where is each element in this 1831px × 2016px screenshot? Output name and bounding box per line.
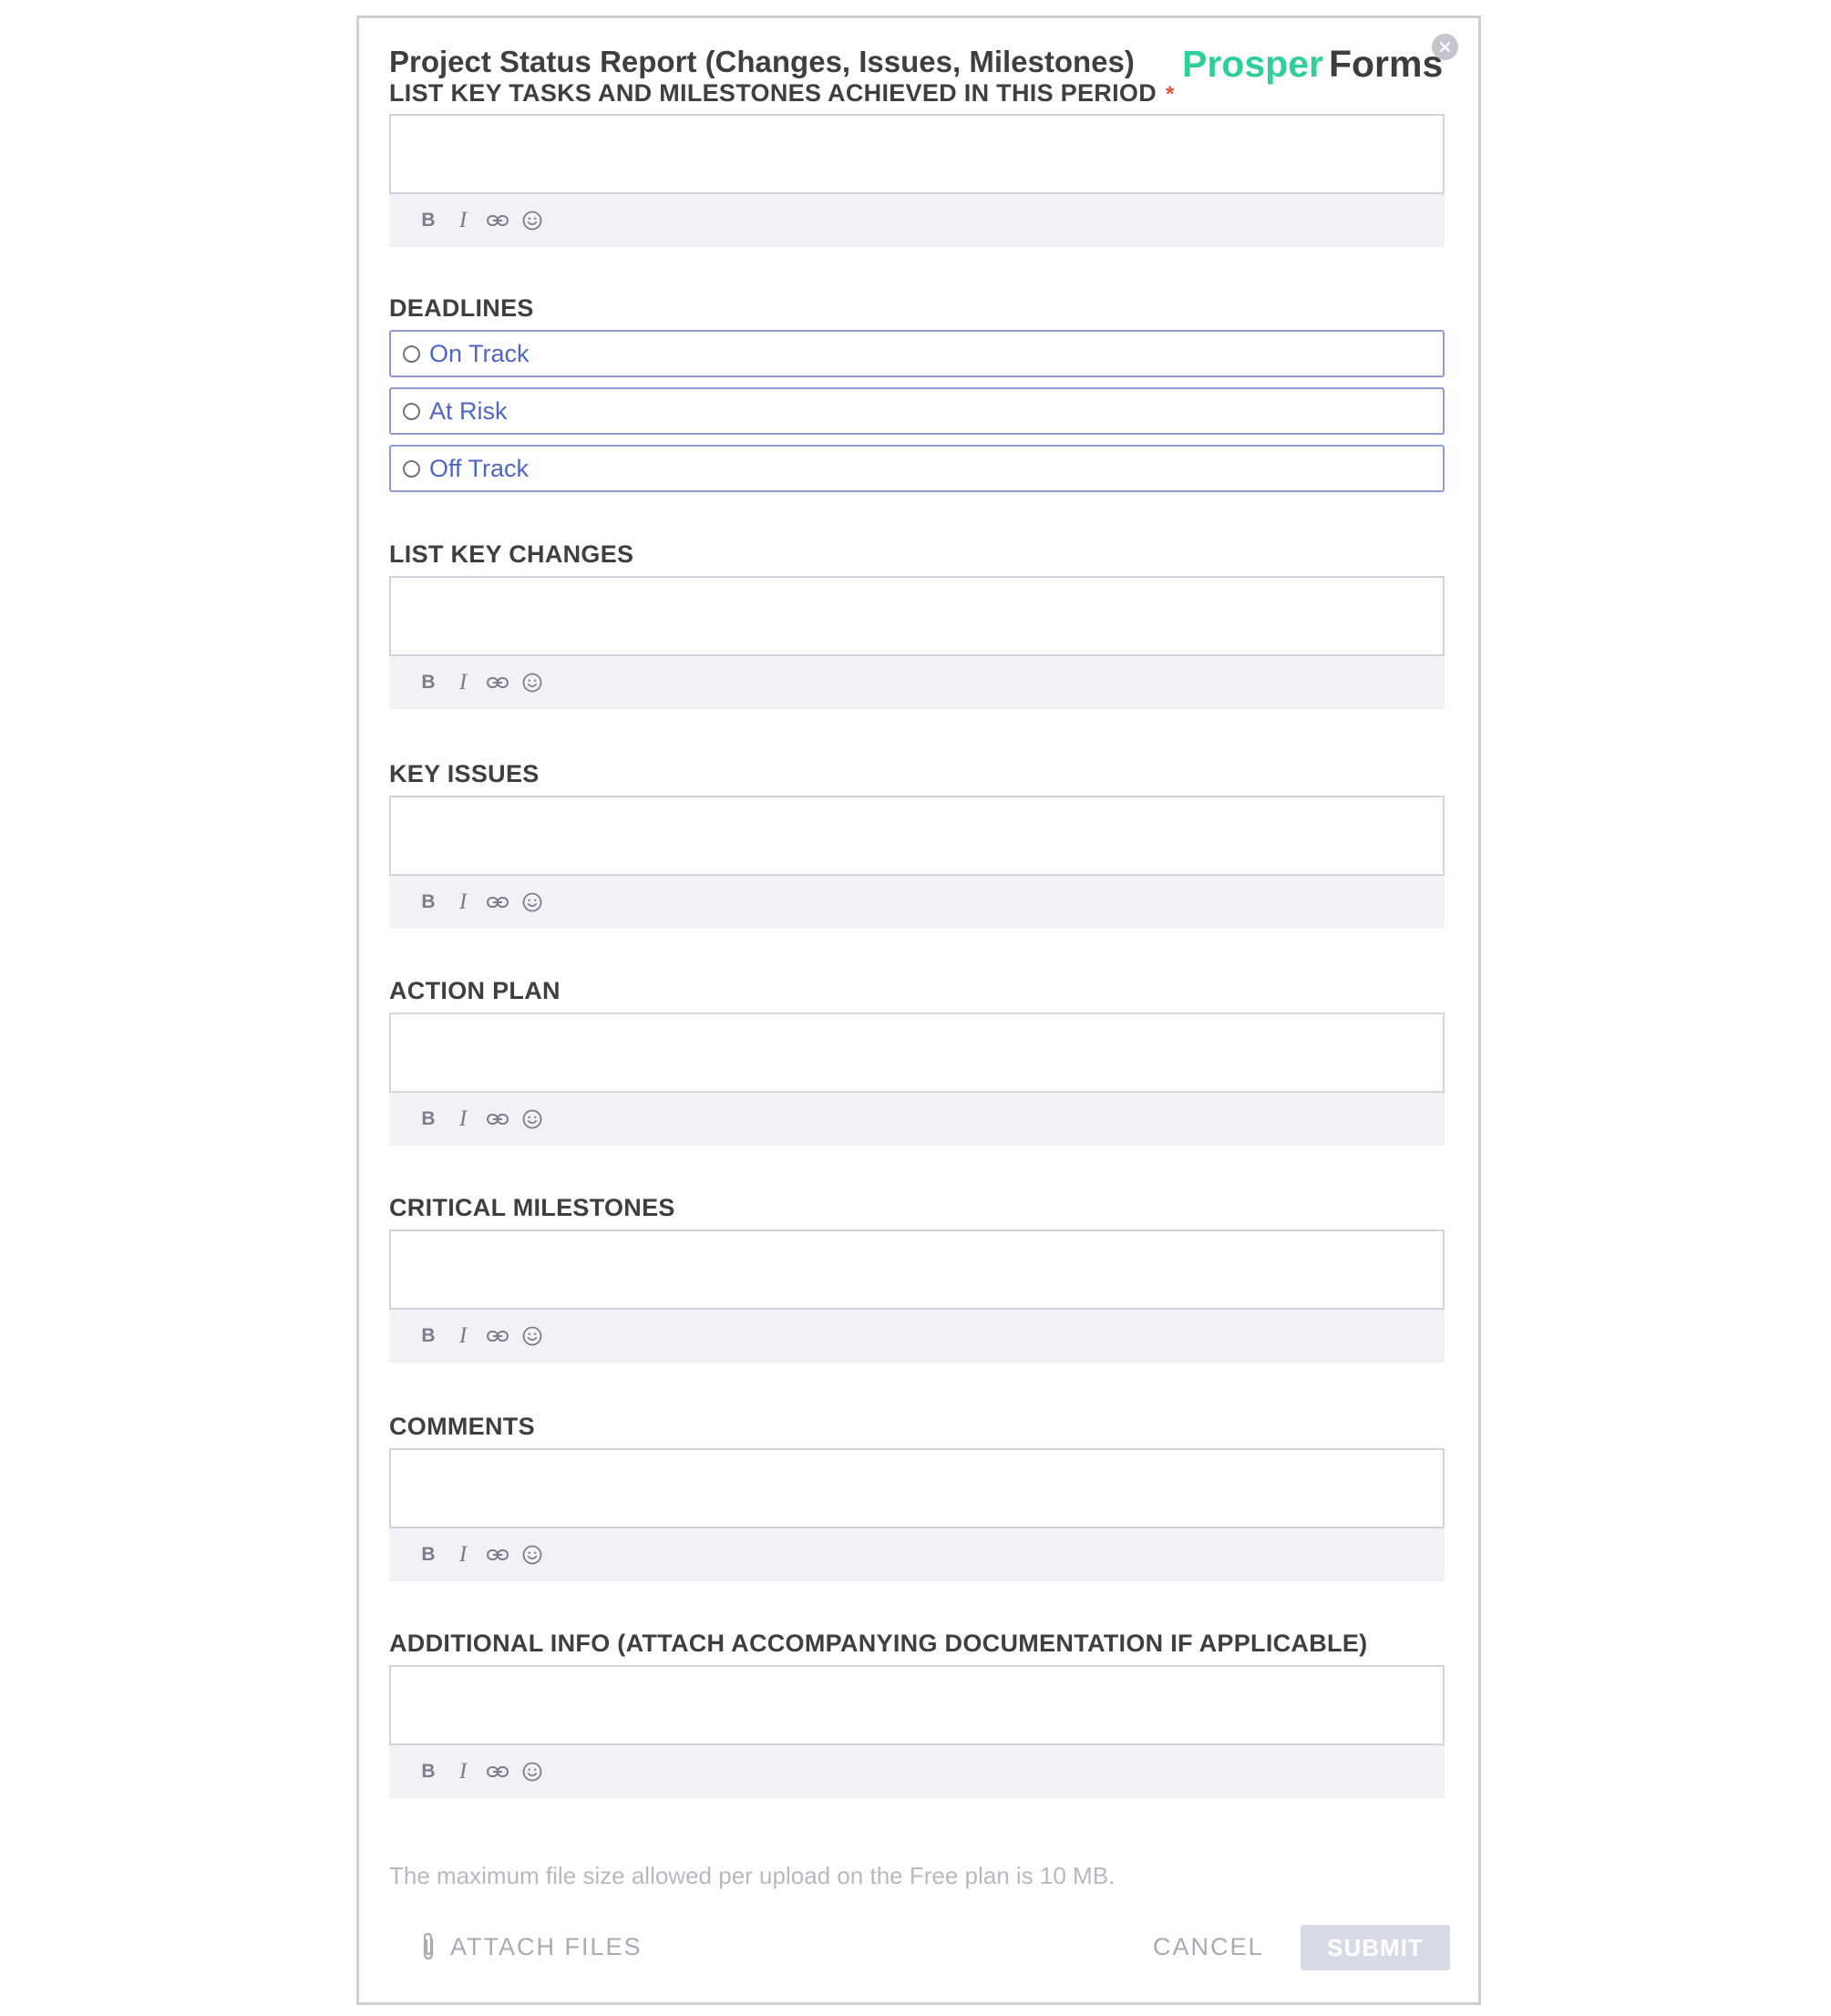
link-icon[interactable] [486, 890, 509, 914]
bold-icon[interactable]: B [421, 1544, 436, 1565]
italic-icon[interactable]: I [458, 890, 468, 914]
radio-label: At Risk [429, 397, 508, 425]
emoji-icon[interactable] [520, 1760, 544, 1784]
emoji-icon[interactable] [520, 1107, 544, 1131]
emoji-icon[interactable] [520, 1543, 544, 1567]
label-key-tasks [389, 78, 1175, 109]
label-key-tasks-text: LIST KEY TASKS AND MILESTONES ACHIEVED IN THIS PERIOD [389, 79, 1157, 107]
comments-input[interactable] [389, 1448, 1445, 1528]
form-title: Project Status Report (Changes, Issues, Milestones) [389, 45, 1135, 78]
logo-forms: Forms [1328, 43, 1444, 85]
file-size-note: The maximum file size allowed per upload on the Free plan is 10 MB. [389, 1862, 1116, 1889]
link-icon[interactable] [486, 209, 509, 232]
key-changes-input[interactable] [389, 576, 1445, 656]
radio-option-on-track[interactable] [389, 330, 1445, 377]
label-critical-milestones: CRITICAL MILESTONES [389, 1194, 675, 1221]
attach-files-label: ATTACH FILES [450, 1933, 643, 1960]
emoji-icon[interactable] [520, 1324, 544, 1348]
link-icon[interactable] [486, 1760, 509, 1784]
label-comments: COMMENTS [389, 1413, 535, 1440]
radio-label: Off Track [429, 455, 530, 482]
emoji-icon[interactable] [520, 671, 544, 694]
emoji-icon[interactable] [520, 209, 544, 232]
radio-circle[interactable] [403, 403, 420, 420]
paperclip-icon [419, 1932, 437, 1961]
italic-icon[interactable]: I [458, 1542, 468, 1567]
italic-icon[interactable]: I [458, 670, 468, 694]
label-deadlines: DEADLINES [389, 294, 534, 322]
rte-toolbar [389, 1745, 1445, 1798]
radio-option-at-risk[interactable] [389, 387, 1445, 435]
rte-comments [389, 1448, 1445, 1581]
rte-critical-milestones [389, 1229, 1445, 1363]
link-icon[interactable] [486, 1324, 509, 1348]
rte-key-changes [389, 576, 1445, 709]
label-key-changes: LIST KEY CHANGES [389, 540, 634, 568]
rte-action-plan [389, 1013, 1445, 1146]
italic-icon[interactable]: I [458, 1106, 468, 1131]
link-icon[interactable] [486, 1543, 509, 1567]
rte-key-issues [389, 796, 1445, 929]
bold-icon[interactable]: B [421, 1325, 436, 1346]
label-action-plan: ACTION PLAN [389, 977, 561, 1004]
link-icon[interactable] [486, 671, 509, 694]
rte-toolbar [389, 1528, 1445, 1581]
italic-icon[interactable]: I [458, 1323, 468, 1348]
additional-info-input[interactable] [389, 1665, 1445, 1745]
prosperforms-logo [1182, 42, 1443, 86]
label-key-issues: KEY ISSUES [389, 760, 540, 787]
attach-files-button[interactable] [419, 1932, 643, 1961]
radio-circle[interactable] [403, 345, 420, 363]
submit-button[interactable]: SUBMIT [1301, 1925, 1450, 1970]
radio-option-off-track[interactable] [389, 445, 1445, 492]
link-icon[interactable] [486, 1107, 509, 1131]
radio-label: On Track [429, 340, 530, 367]
bold-icon[interactable]: B [421, 891, 436, 912]
logo-prosper: Prosper [1182, 43, 1323, 85]
italic-icon[interactable]: I [458, 1759, 468, 1784]
key-issues-input[interactable] [389, 796, 1445, 876]
label-additional-info: ADDITIONAL INFO (ATTACH ACCOMPANYING DOCUMENTATION IF APPLICABLE) [389, 1630, 1368, 1657]
radio-circle[interactable] [403, 460, 420, 478]
rte-toolbar [389, 876, 1445, 929]
rte-toolbar [389, 1310, 1445, 1363]
rte-additional-info [389, 1665, 1445, 1798]
action-plan-input[interactable] [389, 1013, 1445, 1093]
bold-icon[interactable]: B [421, 210, 436, 231]
emoji-icon[interactable] [520, 890, 544, 914]
rte-toolbar [389, 656, 1445, 709]
required-marker: * [1166, 82, 1175, 107]
rte-toolbar [389, 194, 1445, 247]
bold-icon[interactable]: B [421, 1761, 436, 1782]
italic-icon[interactable]: I [458, 208, 468, 232]
bold-icon[interactable]: B [421, 1108, 436, 1129]
cancel-button[interactable]: CANCEL [1153, 1933, 1264, 1960]
rte-toolbar [389, 1093, 1445, 1146]
critical-milestones-input[interactable] [389, 1229, 1445, 1310]
key-tasks-input[interactable] [389, 114, 1445, 194]
bold-icon[interactable]: B [421, 672, 436, 693]
rte-key-tasks [389, 114, 1445, 247]
